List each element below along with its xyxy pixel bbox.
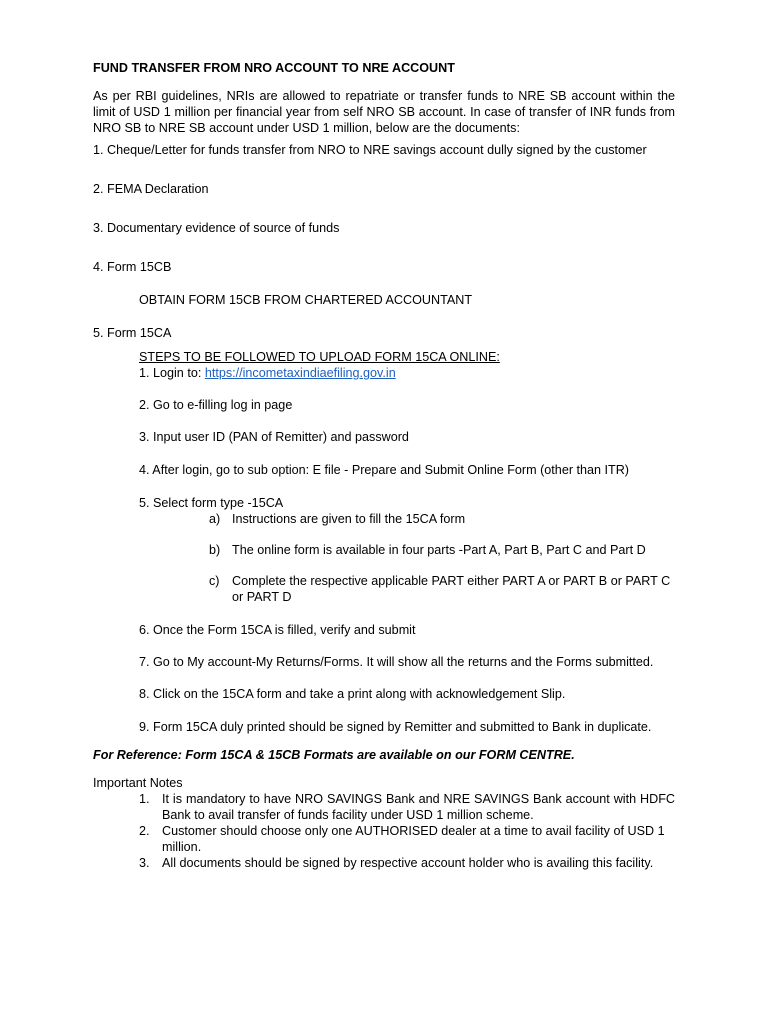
substep-marker: a) — [209, 512, 221, 526]
substep-marker: c) — [209, 574, 220, 588]
note-marker: 2. — [139, 824, 150, 838]
substep-a — [93, 511, 675, 527]
document-item-2: 2. FEMA Declaration — [93, 182, 209, 196]
step-1 — [93, 365, 675, 381]
reference-note: For Reference: Form 15CA & 15CB Formats are available on our FORM CENTRE. — [93, 748, 575, 762]
document-item-5: 5. Form 15CA — [93, 326, 172, 340]
substep-text: The online form is available in four parts -Part A, Part B, Part C and Part D — [232, 543, 646, 557]
note-1 — [93, 791, 675, 823]
note-text: It is mandatory to have NRO SAVINGS Bank and NRE SAVINGS Bank account with HDFC Bank to avail transfer of funds facility under USD 1 million scheme. — [162, 792, 675, 822]
substep-c — [93, 573, 675, 605]
steps-heading: STEPS TO BE FOLLOWED TO UPLOAD FORM 15CA ONLINE: — [139, 350, 500, 364]
step-6: 6. Once the Form 15CA is filled, verify and submit — [139, 623, 416, 637]
step-5: 5. Select form type -15CA — [139, 496, 284, 510]
note-text: All documents should be signed by respective account holder who is availing this facility. — [162, 856, 654, 870]
note-text: Customer should choose only one AUTHORISED dealer at a time to avail facility of USD 1 million. — [162, 824, 665, 854]
substep-text: Complete the respective applicable PART either PART A or PART B or PART C or PART D — [232, 574, 671, 604]
step-3: 3. Input user ID (PAN of Remitter) and password — [139, 430, 409, 444]
document-item-1: 1. Cheque/Letter for funds transfer from NRO to NRE savings account dully signed by the customer — [93, 143, 647, 157]
note-marker: 1. — [139, 792, 150, 806]
page-title: FUND TRANSFER FROM NRO ACCOUNT TO NRE ACCOUNT — [93, 61, 455, 75]
document-item-3: 3. Documentary evidence of source of funds — [93, 221, 340, 235]
step-8: 8. Click on the 15CA form and take a print along with acknowledgement Slip. — [139, 687, 566, 701]
document-item-4: 4. Form 15CB — [93, 260, 172, 274]
substep-b — [93, 542, 675, 558]
step-7: 7. Go to My account-My Returns/Forms. It will show all the returns and the Forms submitted. — [139, 655, 654, 669]
substep-marker: b) — [209, 543, 221, 557]
note-3 — [93, 855, 675, 871]
step-4: 4. After login, go to sub option: E file - Prepare and Submit Online Form (other than ITR) — [139, 463, 629, 477]
efiling-link[interactable]: https://incometaxindiaefiling.gov.in — [204, 366, 396, 380]
step-9: 9. Form 15CA duly printed should be signed by Remitter and submitted to Bank in duplicate. — [139, 720, 652, 734]
note-marker: 3. — [139, 856, 150, 870]
step-1-prefix: 1. Login to: — [139, 366, 205, 380]
note-2 — [93, 823, 675, 855]
substep-text: Instructions are given to fill the 15CA form — [232, 512, 466, 526]
notes-heading: Important Notes — [93, 776, 183, 790]
step-2: 2. Go to e-filling log in page — [139, 398, 293, 412]
document-page — [93, 60, 675, 871]
form15cb-note: OBTAIN FORM 15CB FROM CHARTERED ACCOUNTANT — [139, 293, 473, 307]
intro-paragraph: As per RBI guidelines, NRIs are allowed to repatriate or transfer funds to NRE SB account within the limit of USD 1 million per financial year from self NRO SB account. In case of transfer of INR funds from NRO SB to NRE SB account under USD 1 million, below are the documents: — [93, 89, 675, 135]
